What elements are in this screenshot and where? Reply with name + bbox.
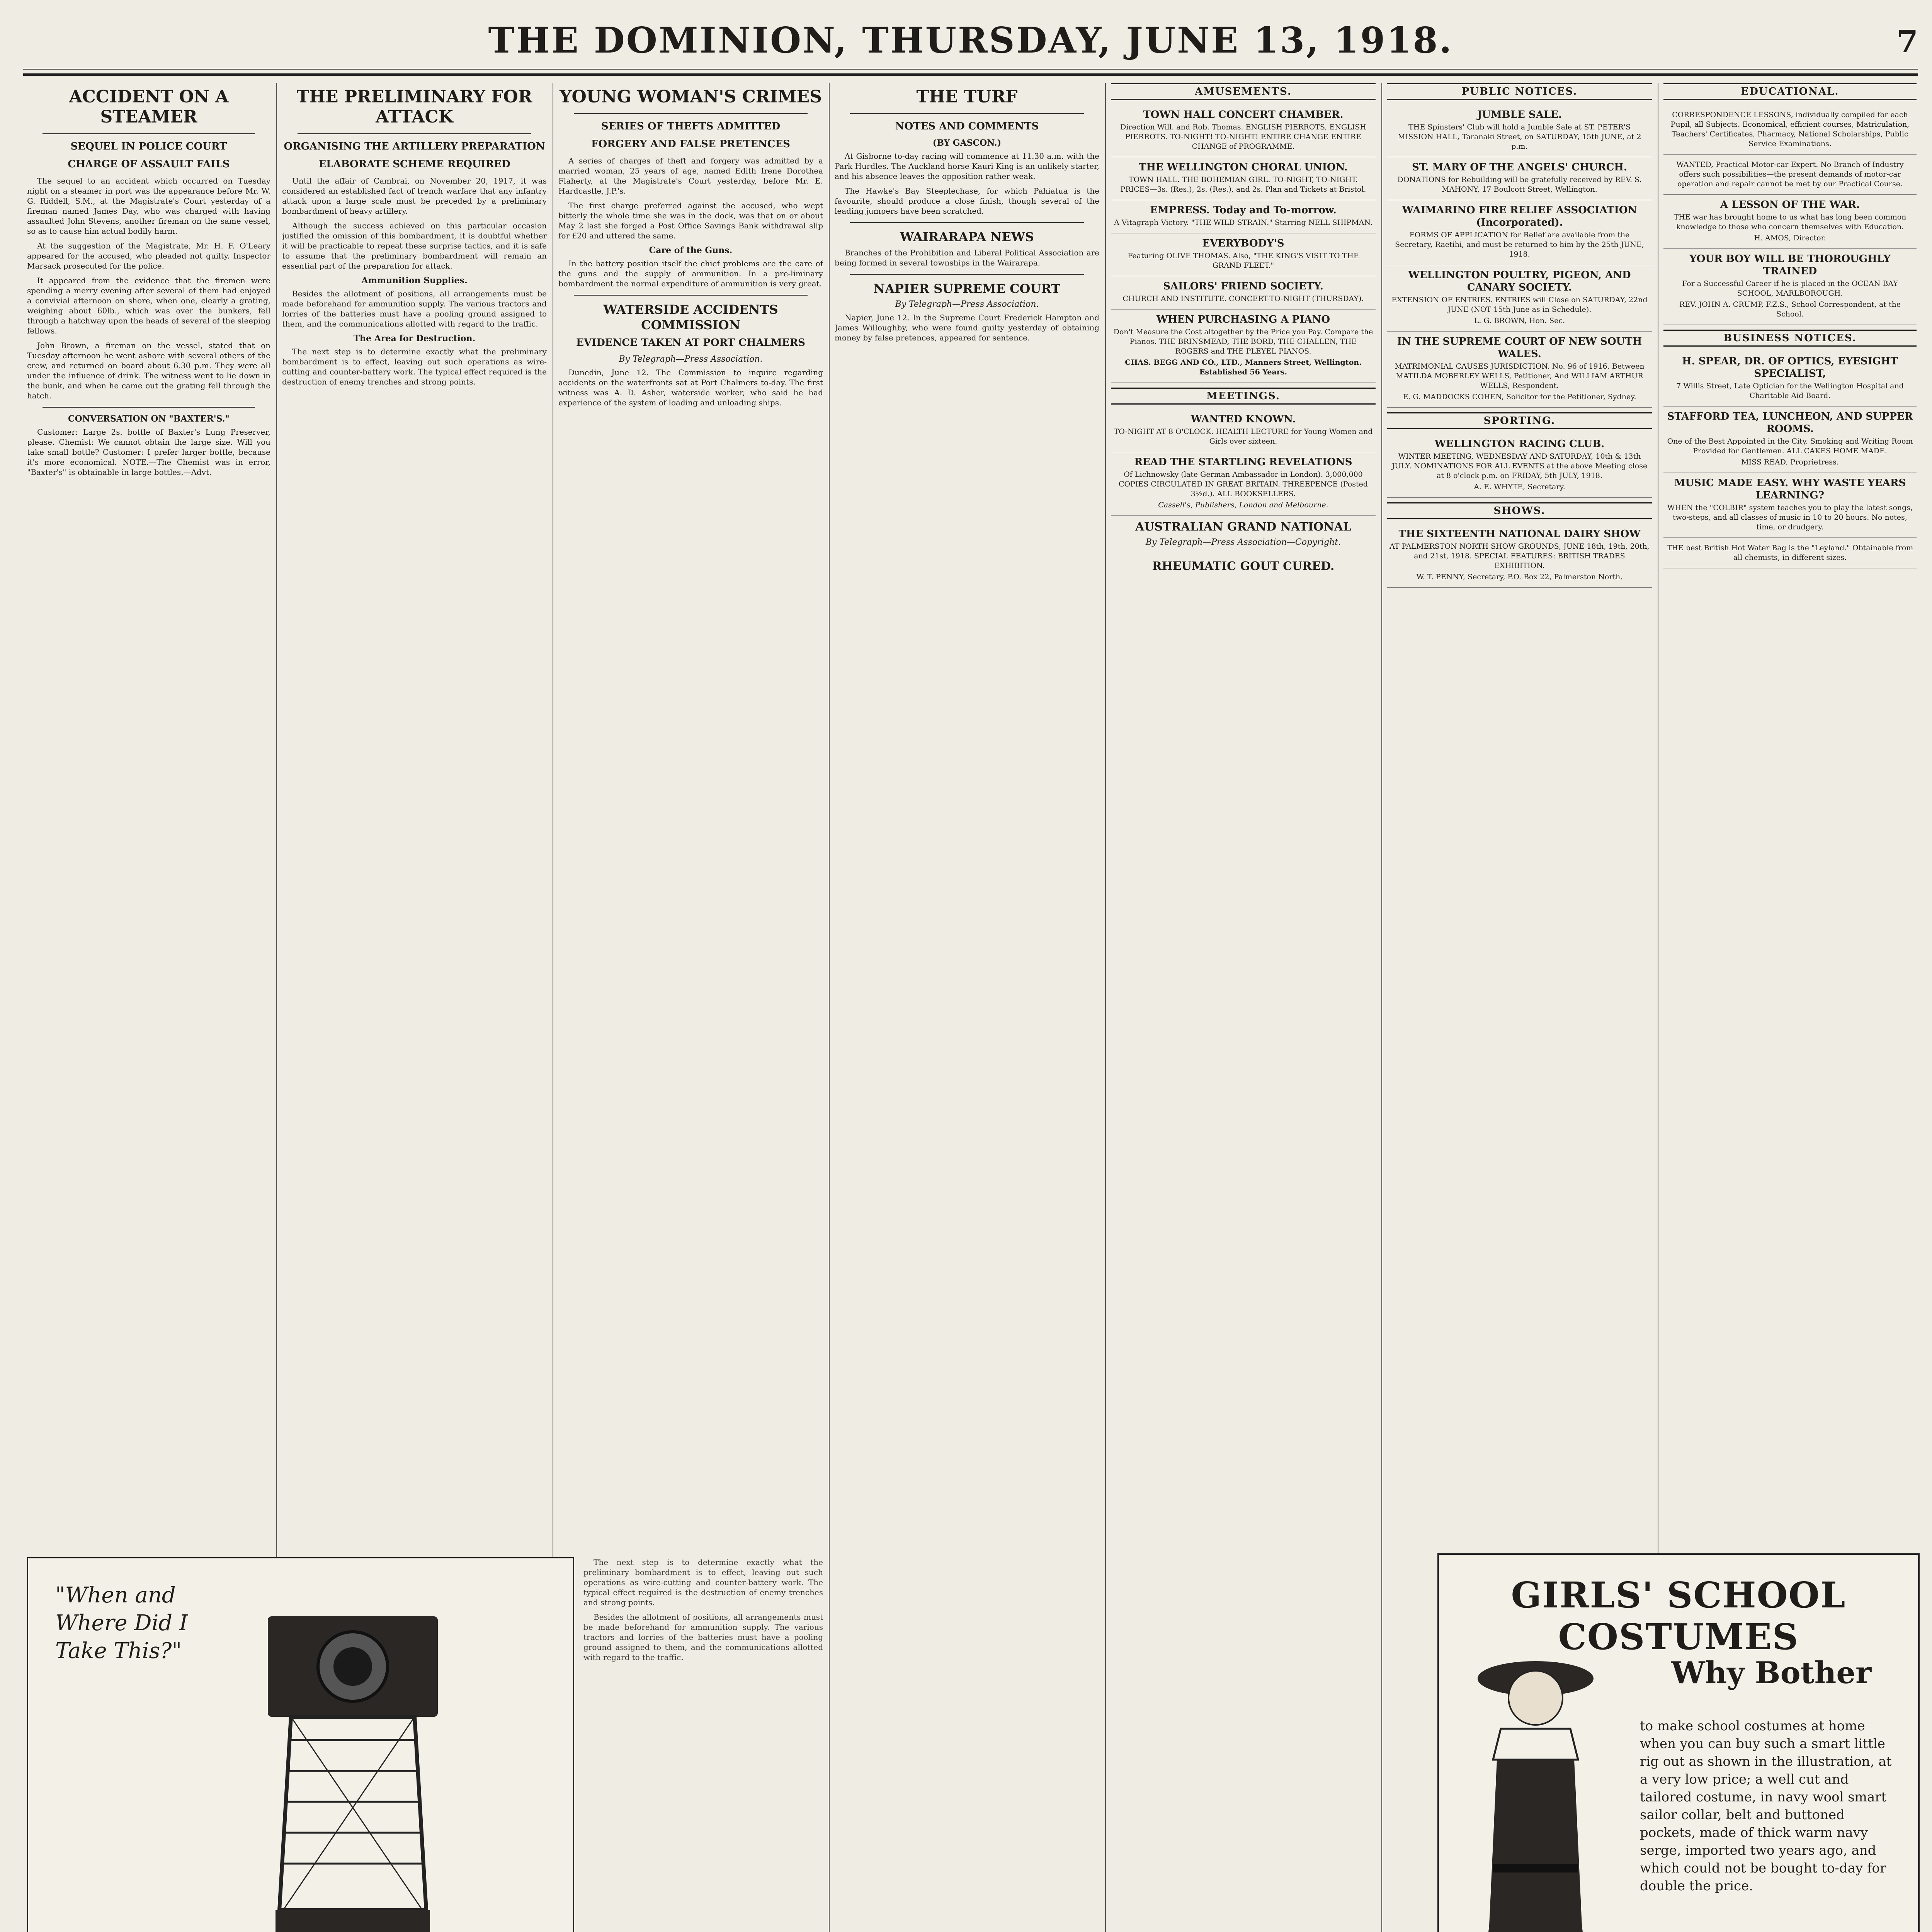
notice-title: EVERYBODY'S (1202, 238, 1284, 249)
byline: (BY GASCON.) (932, 138, 1002, 148)
subheadline: EVIDENCE TAKEN AT PORT CHALMERS (576, 337, 805, 349)
paragraph: Branches of the Prohibition and Liberal Political Association are being formed in several townships in the Wairarapa. (835, 248, 1099, 267)
notice-title: THE WELLINGTON CHORAL UNION. (1139, 162, 1348, 173)
notice (1663, 473, 1917, 538)
headline: WAIRARAPA NEWS (900, 230, 1034, 244)
headline: THE TURF (916, 87, 1018, 107)
headline: YOUNG WOMAN'S CRIMES (560, 87, 822, 107)
notice (1387, 524, 1652, 588)
notice-body: Don't Measure the Cost altogether by the Price you Pay. Compare the Pianos. THE BRINSMEAD, THE BORD, THE CHALLEN, THE ROGERS and THE PLEYEL PIANOS. (1113, 328, 1373, 355)
notice (1663, 249, 1917, 325)
headline: THE PRELIMINARY FOR ATTACK (296, 87, 532, 127)
ad-body: to make school costumes at home when you can buy such a smart little rig out as shown in the illustration, at a very low price; a well cut and tailored costume, in navy wool smart sailor collar, belt and buttoned pockets, made of thick warm navy serge, imported two years ago, and which could not be bought to-day for double the price. (1640, 1718, 1892, 1894)
notice-title: MUSIC MADE EASY. WHY WASTE YEARS LEARNING? (1674, 477, 1906, 501)
notice-body: Of Lichnowsky (late German Ambassador in London). 3,000,000 COPIES CIRCULATED IN GREAT BRITAIN. THREEPENCE (Posted 3½d.). ALL BOOKSELLERS. (1118, 470, 1368, 498)
notice-signature: MISS READ, Proprietress. (1741, 458, 1839, 466)
camera-illustration (245, 1593, 461, 1932)
section-heading: The Area for Destruction. (353, 333, 476, 344)
public-notices-column (1387, 83, 1652, 1544)
notice-signature: E. G. MADDOCKS COHEN, Solicitor for the Petitioner, Sydney. (1403, 393, 1636, 401)
subheadline: ELABORATE SCHEME REQUIRED (318, 158, 510, 170)
advert-text: Customer: Large 2s. bottle of Baxter's Lung Preserver, please. Chemist: We cannot obtain the large size. Will you take small bottle? Customer: I prefer larger bottle, because it's more economical. NOTE.—The Chemist was in error, "Baxter's" is obtainable in large bottles.—Advt. (27, 427, 270, 477)
notice-body: THE war has brought home to us what has long been common knowledge to those who concern themselves with Education. (1673, 213, 1906, 231)
ad-quote: "When and Where Did I Take This?" (55, 1583, 188, 1663)
notice-body: MATRIMONIAL CAUSES JURISDICTION. No. 96 of 1916. Between MATILDA MOBERLEY WELLS, Petitioner, And WILLIAM ARTHUR WELLS, Respondent. (1395, 362, 1645, 390)
notice-title: WANTED KNOWN. (1190, 413, 1296, 425)
article-continuation (583, 1557, 823, 1932)
divider (43, 133, 255, 134)
notice-body: WANTED, Practical Motor-car Expert. No Branch of Industry offers such possibilities—the present demands of motor-car operation and repair cannot be met by our Practical Course. (1676, 160, 1904, 188)
paragraph: Napier, June 12. In the Supreme Court Frederick Hampton and James Willoughby, who were found guilty yesterday of obtaining money by false pretences, appeared for sentence. (835, 313, 1099, 342)
girl-figure-illustration (1454, 1632, 1617, 1932)
notice (1111, 200, 1376, 233)
headline: NAPIER SUPREME COURT (873, 281, 1061, 296)
notice (1387, 200, 1652, 265)
article-the-turf (835, 83, 1099, 1932)
headline: WATERSIDE ACCIDENTS COMMISSION (603, 302, 778, 332)
subheadline: FORGERY AND FALSE PRETENCES (591, 138, 790, 150)
column-rule (1105, 83, 1106, 1932)
notice (1663, 155, 1917, 195)
article-preliminary-attack (282, 83, 547, 1548)
notice-signature: A. E. WHYTE, Secretary. (1474, 483, 1565, 491)
masthead (23, 15, 1918, 76)
amusements-column (1111, 83, 1376, 1932)
paragraph: Until the affair of Cambrai, on November 20, 1917, it was considered an established fact of trench warfare that any infantry attack upon a large scale must be preceded by a preliminary bombardment of heavy artillery. (282, 176, 547, 216)
subheadline: CHARGE OF ASSAULT FAILS (68, 158, 230, 170)
paragraph: Besides the allotment of positions, all arrangements must be made beforehand for ammunition supply. The various tractors and lorries of the batteries must have a pooling ground assigned to them, and the communications allotted with regard to the traffic. (583, 1612, 823, 1662)
paragraph: At the suggestion of the Magistrate, Mr. H. F. O'Leary appeared for the accused, who pleaded not guilty. Inspector Marsack prosecuted for the police. (27, 241, 270, 270)
notice (1111, 409, 1376, 452)
notice (1663, 538, 1917, 568)
notice-signature: L. G. BROWN, Hon. Sec. (1474, 316, 1565, 325)
notice (1111, 157, 1376, 200)
notice (1387, 434, 1652, 498)
dateline: By Telegraph—Press Association. (895, 299, 1039, 309)
subheadline: NOTES AND COMMENTS (895, 121, 1039, 132)
notice (1663, 351, 1917, 406)
notice (1387, 332, 1652, 408)
notice-title: WELLINGTON RACING CLUB. (1434, 438, 1605, 450)
notice-title: STAFFORD TEA, LUNCHEON, AND SUPPER ROOMS. (1667, 411, 1913, 435)
notice-body: WINTER MEETING, WEDNESDAY AND SATURDAY, 10th & 13th JULY. NOMINATIONS FOR ALL EVENTS at the above Meeting close at 8 o'clock p.m. on FRIDAY, 5th JULY, 1918. (1391, 452, 1648, 480)
notice-signature: H. AMOS, Director. (1754, 234, 1826, 242)
headline: RHEUMATIC GOUT CURED. (1152, 560, 1335, 573)
notice-title: YOUR BOY WILL BE THOROUGHLY TRAINED (1689, 253, 1891, 277)
subheadline: SERIES OF THEFTS ADMITTED (601, 121, 781, 132)
notice (1387, 265, 1652, 332)
notice (1663, 195, 1917, 249)
subheadline: SEQUEL IN POLICE COURT (70, 141, 227, 152)
notice-title: THE SIXTEENTH NATIONAL DAIRY SHOW (1398, 528, 1641, 540)
section-header: AMUSEMENTS. (1111, 83, 1376, 100)
notice (1111, 310, 1376, 383)
notice-signature: W. T. PENNY, Secretary, P.O. Box 22, Palmerston North. (1416, 573, 1623, 581)
paragraph: It appeared from the evidence that the firemen were spending a merry evening after several of them had enjoyed a convivial afternoon on shore, when one, clearly a grating, weighing about 60lb., which was over the bunkers, fell through a hatchway upon the heads of several of the sleeping fellows. (27, 276, 270, 335)
notice-title: WELLINGTON POULTRY, PIGEON, AND CANARY SOCIETY. (1408, 269, 1631, 293)
section-header: MEETINGS. (1111, 388, 1376, 405)
paragraph: The Hawke's Bay Steeplechase, for which Pahiatua is the favourite, should produce a close finish, though several of the leading jumpers have been scratched. (835, 186, 1099, 216)
article-accident-steamer (27, 83, 270, 1548)
notice-title: ST. MARY OF THE ANGELS' CHURCH. (1412, 162, 1628, 173)
notice-title: H. SPEAR, DR. OF OPTICS, EYESIGHT SPECIALIST, (1682, 355, 1898, 379)
masthead-rule (23, 69, 1918, 70)
notice-body: Featuring OLIVE THOMAS. Also, "THE KING'S VISIT TO THE GRAND FLEET." (1128, 252, 1359, 270)
dateline: By Telegraph—Press Association. (619, 354, 763, 364)
paragraph: Besides the allotment of positions, all arrangements must be made beforehand for ammunition supply. The various tractors and lorries of the batteries must have a pooling ground assigned to them, and the communications allotted with regard to the traffic. (282, 289, 547, 328)
notice-title: READ THE STARTLING REVELATIONS (1134, 456, 1352, 468)
notice-body: FORMS OF APPLICATION for Relief are available from the Secretary, Raetihi, and must be returned to him by the 25th JUNE, 1918. (1395, 231, 1644, 259)
paragraph: A series of charges of theft and forgery was admitted by a married woman, 25 years of age, named Edith Irene Dorothea Flaherty, at the Magistrate's Court yesterday, before Mr. E. Hardcastle, J.P.'s. (558, 156, 823, 196)
divider (850, 113, 1084, 114)
paragraph: The first charge preferred against the accused, who wept bitterly the whole time she was in the dock, was that on or about May 2 last she forged a Post Office Savings Bank withdrawal slip for £20 and uttered the same. (558, 201, 823, 240)
section-heading: Care of the Guns. (649, 245, 733, 255)
notice-body: THE Spinsters' Club will hold a Jumble Sale at ST. PETER'S MISSION HALL, Taranaki Street, on SATURDAY, 15th JUNE, at 2 p.m. (1398, 123, 1641, 151)
notice (1111, 233, 1376, 276)
divider (298, 133, 531, 134)
notice-body: Direction Will. and Rob. Thomas. ENGLISH PIERROTS, ENGLISH PIERROTS. TO-NIGHT! TO-NIGHT! ENTIRE CHANGE ENTIRE CHANGE of PROGRAMME. (1120, 123, 1366, 151)
notice-title: JUMBLE SALE. (1477, 109, 1562, 121)
notice-body: 7 Willis Street, Late Optician for the Wellington Hospital and Charitable Aid Board. (1676, 382, 1904, 400)
notice-signature: CHAS. BEGG AND CO., LTD., Manners Street, Wellington. Established 56 Years. (1125, 358, 1362, 376)
ad-title: GIRLS' SCHOOL COSTUMES (1511, 1574, 1846, 1658)
notice (1663, 406, 1917, 473)
advert-heading: CONVERSATION ON "BAXTER'S." (68, 414, 230, 424)
notice (1663, 105, 1917, 155)
notice-body: TO-NIGHT AT 8 O'CLOCK. HEALTH LECTURE for Young Women and Girls over sixteen. (1114, 427, 1373, 446)
notice-body: AT PALMERSTON NORTH SHOW GROUNDS, JUNE 18th, 19th, 20th, and 21st, 1918. SPECIAL FEATURES: BRITISH TRADES EXHIBITION. (1389, 542, 1650, 570)
notice (1387, 157, 1652, 200)
paragraph: John Brown, a fireman on the vessel, stated that on Tuesday afternoon he went ashore with several others of the crew, and returned on board about 6.30 p.m. They were all under the influence of drink. The witness went to lie down in the bunk, and when he came out the grating fell through the hatch. (27, 341, 270, 400)
column-rule (829, 83, 830, 1932)
notice-title: TOWN HALL CONCERT CHAMBER. (1143, 109, 1344, 121)
section-header: SHOWS. (1387, 502, 1652, 519)
notice-body: DONATIONS for Rebuilding will be gratefully received by REV. S. MAHONY, 17 Boulcott Street, Wellington. (1397, 175, 1642, 194)
divider (574, 295, 808, 296)
educational-column (1663, 83, 1917, 1544)
notice-body: A Vitagraph Victory. "THE WILD STRAIN." Starring NELL SHIPMAN. (1114, 218, 1372, 227)
dateline: By Telegraph—Press Association—Copyright. (1145, 537, 1341, 547)
paragraph: In the battery position itself the chief problems are the care of the guns and the supply of ammunition. In a pre-liminary bombardment the normal expenditure of ammunition is very great. (558, 259, 823, 288)
notice-body: EXTENSION OF ENTRIES. ENTRIES will Close on SATURDAY, 22nd JUNE (NOT 15th June as in Schedule). (1391, 296, 1648, 314)
notice (1111, 452, 1376, 516)
notice-body: CHURCH AND INSTITUTE. CONCERT-TO-NIGHT (THURSDAY). (1122, 294, 1364, 303)
subheadline: ORGANISING THE ARTILLERY PREPARATION (284, 141, 545, 152)
notice (1387, 105, 1652, 157)
notice-title: WAIMARINO FIRE RELIEF ASSOCIATION (Incorporated). (1402, 204, 1637, 228)
column-rule (1381, 83, 1382, 1932)
notice-title: A LESSON OF THE WAR. (1720, 199, 1860, 211)
section-header: BUSINESS NOTICES. (1663, 330, 1917, 347)
section-header: PUBLIC NOTICES. (1387, 83, 1652, 100)
divider (574, 113, 808, 114)
notice-title: EMPRESS. Today and To-morrow. (1150, 204, 1337, 216)
paragraph: Dunedin, June 12. The Commission to inquire regarding accidents on the waterfronts sat at Port Chalmers to-day. The first witness was A. D. Asher, waterside worker, who said he had experience of the system of loading and unloading ships. (558, 368, 823, 407)
paragraph: The next step is to determine exactly what the preliminary bombardment is to effect, leaving out such operations as wire-cutting and counter-battery work. The typical effect required is the destruction of enemy trenches and strong points. (282, 347, 547, 386)
paragraph: The sequel to an accident which occurred on Tuesday night on a steamer in port was the appearance before Mr. W. G. Riddell, S.M., at the Magistrate's Court yesterday of a fireman named James Day, who was charged with having assaulted John Stevens, another fireman on the same vessel, so as to cause him actual bodily harm. (27, 176, 270, 236)
paragraph: The next step is to determine exactly what the preliminary bombardment is to effect, leaving out such operations as wire-cutting and counter-battery work. The typical effect required is the destruction of enemy trenches and strong points. (583, 1558, 823, 1607)
headline: AUSTRALIAN GRAND NATIONAL (1135, 520, 1351, 534)
page-number: 7 (1896, 23, 1918, 60)
masthead-title: THE DOMINION, THURSDAY, JUNE 13, 1918. (488, 19, 1453, 61)
school-costumes-advertisement (1437, 1553, 1920, 1932)
notice-title: WHEN PURCHASING A PIANO (1156, 314, 1330, 325)
paragraph: At Gisborne to-day racing will commence at 11.30 a.m. with the Park Hurdles. The Auckland horse Kauri King is an unlikely starter, and his absence leaves the opposition rather weak. (835, 151, 1099, 181)
notice-body: WHEN the "COLBIR" system teaches you to play the latest songs, two-steps, and all classes of music in 10 to 20 hours. No notes, time, or drudgery. (1667, 503, 1913, 531)
divider (850, 274, 1084, 275)
paragraph: Although the success achieved on this particular occasion justified the omission of this bombardment, it is doubtful whether it will be practicable to repeat these surprise tactics, and it is safe to assume that the preliminary bombardment will remain an essential part of the preparation for attack. (282, 221, 547, 270)
section-header: SPORTING. (1387, 412, 1652, 429)
section-header: EDUCATIONAL. (1663, 83, 1917, 100)
notice (1111, 105, 1376, 157)
notice-body: One of the Best Appointed in the City. Smoking and Writing Room Provided for Gentlemen. ALL CAKES HOME MADE. (1667, 437, 1913, 455)
notice-title: IN THE SUPREME COURT OF NEW SOUTH WALES. (1397, 336, 1642, 360)
ad-subtitle: Why Bother (1671, 1655, 1872, 1690)
notice-signature: REV. JOHN A. CRUMP, F.Z.S., School Correspondent, at the School. (1679, 300, 1901, 318)
notice-body: TOWN HALL. THE BOHEMIAN GIRL. TO-NIGHT, TO-NIGHT. PRICES—3s. (Res.), 2s. (Res.), and 2s. Plan and Tickets at Bristol. (1120, 175, 1366, 194)
section-heading: Ammunition Supplies. (361, 276, 468, 286)
kodak-advertisement (27, 1557, 574, 1932)
headline: ACCIDENT ON A STEAMER (69, 87, 229, 127)
notice-title: SAILORS' FRIEND SOCIETY. (1163, 281, 1323, 292)
notice-signature: Cassell's, Publishers, London and Melbourne. (1158, 501, 1328, 509)
notice (1111, 276, 1376, 310)
notice-body: CORRESPONDENCE LESSONS, individually compiled for each Pupil, all Subjects. Economical, efficient courses, Matriculation, Teachers' Certificates, Pharmacy, National Scholarships, Public Service Examinations. (1670, 111, 1910, 148)
divider (850, 222, 1084, 223)
notice-body: THE best British Hot Water Bag is the "Leyland." Obtainable from all chemists, in different sizes. (1667, 544, 1913, 562)
divider (43, 407, 255, 408)
notice-body: For a Successful Career if he is placed in the OCEAN BAY SCHOOL, MARLBOROUGH. (1682, 279, 1898, 298)
